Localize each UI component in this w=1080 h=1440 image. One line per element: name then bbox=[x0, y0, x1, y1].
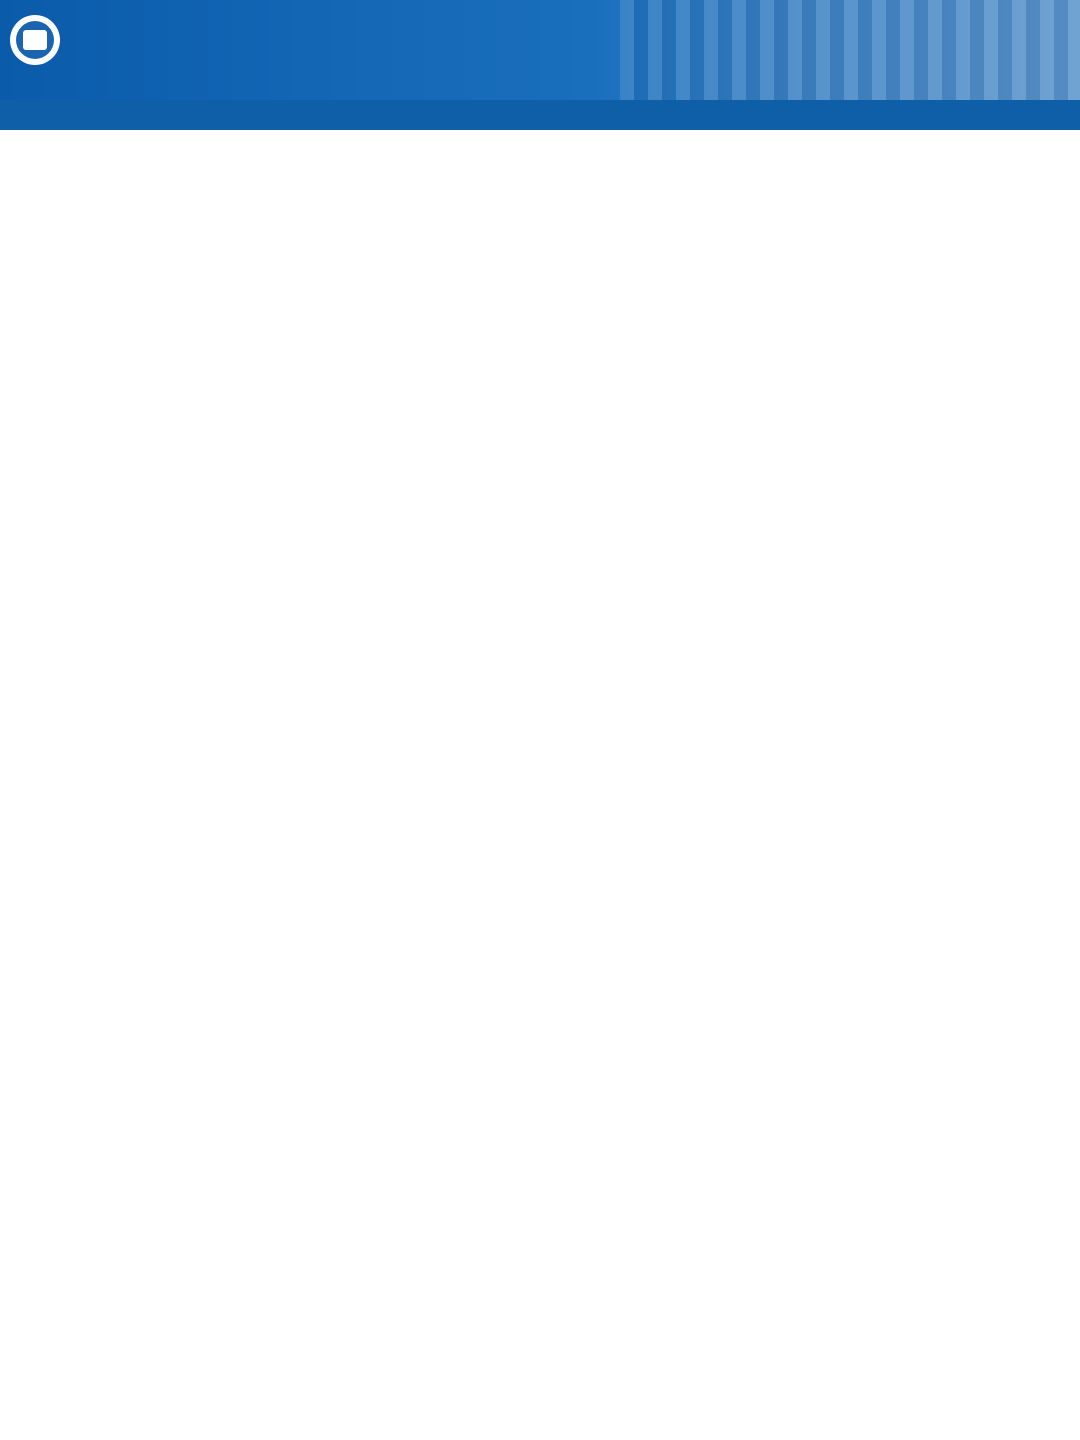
site-header bbox=[0, 0, 1080, 100]
header-building-banner bbox=[620, 0, 1080, 100]
school-emblem-icon[interactable] bbox=[12, 17, 58, 63]
main-nav bbox=[0, 100, 1080, 130]
